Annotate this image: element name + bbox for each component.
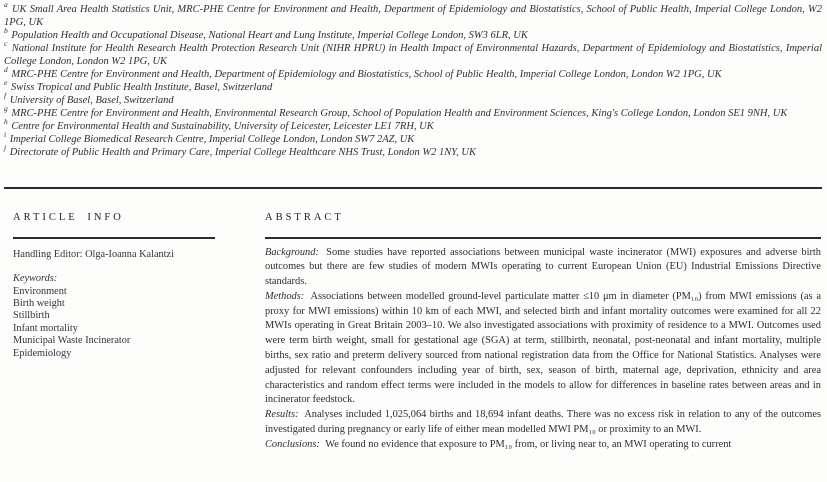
affiliation-item xyxy=(4,77,822,94)
abstract-section-text: Analyses included 1,025,064 births and 18,694 infant deaths. There was no excess risk in relation to any of the outcomes investigated during pregnancy or early life of either mean modelled MWI PM₁₀ or proximity to an MWI. xyxy=(265,409,821,436)
affiliation-marker: g xyxy=(4,103,8,113)
affiliation-item xyxy=(4,0,822,29)
affiliation-text: UK Small Area Health Statistics Unit, MRC-PHE Centre for Environment and Health, Department of Epidemiology and Biostatistics, School of Public Health, Imperial College London, W2 1PG, UK xyxy=(4,4,822,28)
affiliation-item xyxy=(4,116,822,133)
section-divider-rule xyxy=(4,187,822,189)
article-info-heading: ARTICLE INFO xyxy=(13,212,124,223)
affiliation-item xyxy=(4,64,822,81)
abstract-section-label: Methods: xyxy=(265,290,305,302)
affiliation-text: Imperial College Biomedical Research Centre, Imperial College London, London SW7 2AZ, UK xyxy=(7,134,415,145)
affiliation-marker: c xyxy=(4,38,8,48)
affiliation-text: MRC-PHE Centre for Environment and Health, Environmental Research Group, School of Population Health and Environment Sciences, King's College London, London SE1 9NH, UK xyxy=(8,108,788,119)
abstract-section-text: Associations between modelled ground-level particulate matter ≤10 μm in diameter (PM₁₀) from MWI emissions (as a proxy for MWI emissions) within 10 km of each MWI, and selected birth and infant mortality outcomes were examined for all 22 MWIs operating in Great Britain 2003–10. We also investigated associations with proximity of residence to a MWI. Outcomes used were term birth weight, small for gestational age (SGA) at term, stillbirth, neonatal, post-neonatal and infant mortality, multiple births, sex ratio and preterm delivery sourced from national registration data from the Office for National Statistics. Analyses were adjusted for relevant confounders including year of birth, sex, season of birth, maternal age, deprivation, ethnicity and area characteristics and random effect terms were included in the models to allow for differences in baseline rates between areas and in incinerator feedstock. xyxy=(265,290,821,406)
affiliation-marker: f xyxy=(4,90,7,100)
abstract-body xyxy=(265,246,821,453)
affiliation-item xyxy=(4,142,822,159)
abstract-paragraph xyxy=(265,290,821,408)
affiliation-item xyxy=(4,25,822,42)
abstract-paragraph xyxy=(265,246,821,290)
affiliation-text: National Institute for Health Research Health Protection Research Unit (NIHR HPRU) in Health Impact of Environmental Hazards, Department of Epidemiology and Biostatistics, Imperial College London, London W2 1PG, UK xyxy=(4,43,822,67)
affiliations-list xyxy=(4,0,822,159)
affiliation-text: Directorate of Public Health and Primary Care, Imperial College Healthcare NHS Trust, London W2 1NY, UK xyxy=(7,147,476,158)
affiliation-marker: i xyxy=(4,129,7,139)
abstract-section-text: We found no evidence that exposure to PM₁₀ from, or living near to, an MWI operating to current xyxy=(322,438,732,450)
keyword-item: Birth weight xyxy=(13,297,65,309)
abstract-section-label: Results: xyxy=(265,409,299,421)
affiliation-marker: e xyxy=(4,77,8,87)
abstract-section-text: Some studies have reported associations between municipal waste incinerator (MWI) exposures and adverse birth outcomes but there are few studies of modern MWIs operating to current European Union (EU) Industrial Emissions Directive standards. xyxy=(265,246,821,288)
affiliation-item xyxy=(4,90,822,107)
abstract-rule xyxy=(265,237,821,239)
affiliation-marker: h xyxy=(4,116,8,126)
keywords-label: Keywords: xyxy=(13,273,58,284)
keyword-item: Epidemiology xyxy=(13,347,72,359)
affiliation-item xyxy=(4,38,822,68)
affiliation-marker: d xyxy=(4,64,8,74)
keyword-item: Infant mortality xyxy=(13,322,78,334)
abstract-section-label: Background: xyxy=(265,246,319,258)
affiliation-text: MRC-PHE Centre for Environment and Health, Department of Epidemiology and Biostatistics, School of Public Health, Imperial College London, London W2 1PG, UK xyxy=(8,69,722,80)
affiliation-item xyxy=(4,129,822,146)
abstract-section xyxy=(265,212,821,453)
affiliation-text: Centre for Environmental Health and Sustainability, University of Leicester, Leicester LE1 7RH, UK xyxy=(8,121,434,132)
affiliation-text: Swiss Tropical and Public Health Institute, Basel, Switzerland xyxy=(8,82,273,93)
affiliation-text: University of Basel, Basel, Switzerland xyxy=(7,95,174,106)
affiliation-marker: b xyxy=(4,25,8,35)
keyword-item: Environment xyxy=(13,285,67,297)
keyword-item: Municipal Waste Incinerator xyxy=(13,335,131,347)
affiliation-text: Population Health and Occupational Disease, National Heart and Lung Institute, Imperial College London, SW3 6LR, UK xyxy=(8,30,528,41)
handling-editor: Handling Editor: Olga-Ioanna Kalantzi xyxy=(13,248,174,260)
abstract-paragraph xyxy=(265,408,821,438)
article-info-rule xyxy=(13,237,215,239)
keyword-item: Stillbirth xyxy=(13,310,50,322)
affiliation-item xyxy=(4,103,822,120)
affiliation-marker: j xyxy=(4,142,7,152)
affiliation-marker: a xyxy=(4,0,8,9)
article-info-section xyxy=(13,212,251,360)
keywords-list xyxy=(13,286,251,360)
abstract-paragraph xyxy=(265,438,821,453)
abstract-heading: ABSTRACT xyxy=(265,212,344,223)
abstract-section-label: Conclusions: xyxy=(265,438,320,450)
